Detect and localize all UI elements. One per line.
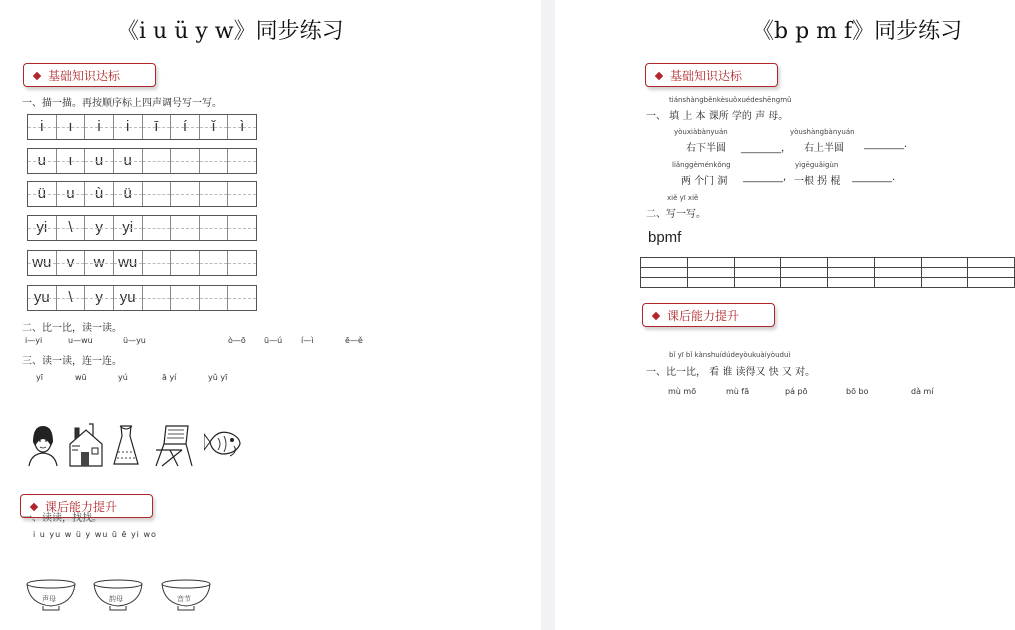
right-section-basic-badge: [645, 63, 778, 87]
bowl-label: 韵母: [109, 595, 123, 603]
grid-cell: u: [28, 149, 57, 173]
bowl-label: 声母: [42, 595, 56, 603]
grid-cell: [200, 286, 229, 310]
writing-table: [640, 257, 1015, 288]
grid-cell: wu: [114, 251, 143, 275]
grid-cell: ı: [57, 115, 86, 139]
grid-cell: ǐ: [200, 115, 229, 139]
left-section-basic-label: 基础知识达标: [48, 69, 121, 83]
compare-pair: ü—yu: [123, 336, 146, 345]
grid-cell: [143, 286, 172, 310]
match-word: yú: [118, 373, 128, 382]
compare-pair: dà mí: [911, 387, 934, 396]
right-q2: 二、写一写。: [646, 209, 706, 220]
match-word: yǔ yī: [208, 373, 228, 382]
left-q1: 一、描一描。再按顺序标上四声调号写一写。: [22, 98, 222, 109]
compare-pair: i—yi: [25, 336, 43, 345]
grid-cell: \: [57, 216, 86, 240]
bowl-shengmu: [25, 578, 77, 616]
answer-blank[interactable]: ________,: [743, 172, 787, 183]
grid-cell: ì: [228, 115, 256, 139]
grid-cell: i: [28, 115, 57, 139]
grid-cell: yi: [114, 216, 143, 240]
match-word: yī: [36, 373, 43, 382]
bowl-label: 音节: [177, 595, 191, 603]
table-row: [641, 258, 1015, 268]
grid-cell: ī: [143, 115, 172, 139]
writing-grid-row: [27, 181, 257, 207]
compare-pair: í—ì: [301, 336, 314, 345]
left-title: 《i u ü y w》同步练习: [117, 19, 344, 44]
write-letters: bpmf: [648, 229, 682, 246]
left-q3: 三、读一读，连一连。: [22, 356, 122, 367]
question-item: 两 个门 洞: [681, 176, 728, 187]
grid-cell: wu: [28, 251, 57, 275]
grid-cell: v: [57, 251, 86, 275]
answer-blank[interactable]: ________，: [741, 143, 791, 154]
answer-blank[interactable]: ________.: [864, 139, 908, 150]
compare-pair: ē—ě: [345, 336, 363, 345]
pinyin-line: yòuxiàbànyuán: [674, 128, 728, 136]
diamond-icon: [655, 72, 663, 80]
grid-cell: [171, 286, 200, 310]
right-section-advanced-label: 课后能力提升: [667, 309, 740, 323]
left-section-basic-badge: [23, 63, 156, 87]
right-worksheet-page: [555, 0, 1015, 630]
table-row: [641, 278, 1015, 288]
compare-pair: ò—ō: [228, 336, 246, 345]
grid-cell: [228, 149, 256, 173]
find-letters: i u yu w ü y wu ū ē yi wo: [33, 530, 157, 539]
fish-picture: [204, 422, 246, 462]
right-section-basic-label: 基础知识达标: [670, 69, 743, 83]
pinyin-line: yìgēguǎigùn: [795, 161, 839, 169]
grid-cell: y: [85, 216, 114, 240]
diamond-icon: [652, 312, 660, 320]
compare-pair: pá pō: [785, 387, 808, 396]
grid-cell: [200, 251, 229, 275]
left-q4: 一、读读，找找。: [22, 513, 102, 524]
right-section-advanced-badge: [642, 303, 775, 327]
grid-cell: [228, 216, 256, 240]
pinyin-line: yòushàngbànyuán: [790, 128, 855, 136]
pinyin-line: bǐ yī bǐ kànshuídúdeyòukuàiyòuduì: [669, 351, 791, 359]
grid-cell: y: [85, 286, 114, 310]
house-picture: [67, 422, 105, 468]
grid-cell: ι: [57, 149, 86, 173]
writing-grid-row: [27, 114, 257, 140]
grid-cell: [143, 251, 172, 275]
grid-cell: [143, 216, 172, 240]
writing-grid-row: [27, 215, 257, 241]
grid-cell: ù: [85, 182, 114, 206]
grid-cell: [143, 182, 172, 206]
grid-cell: u: [85, 149, 114, 173]
chair-picture: [152, 422, 196, 468]
match-word: ā yí: [162, 373, 177, 382]
grid-cell: i: [114, 115, 143, 139]
question-item: 一根 拐 棍: [794, 176, 841, 187]
grid-cell: [228, 286, 256, 310]
pinyin-line: liǎnggèménkǒng: [672, 161, 731, 169]
grid-cell: [200, 216, 229, 240]
grid-cell: w: [85, 251, 114, 275]
grid-cell: ü: [114, 182, 143, 206]
table-row: [641, 268, 1015, 278]
grid-cell: [171, 216, 200, 240]
grid-cell: [228, 251, 256, 275]
grid-cell: í: [171, 115, 200, 139]
grid-cell: [143, 149, 172, 173]
grid-cell: [200, 149, 229, 173]
answer-blank[interactable]: ________.: [852, 172, 896, 183]
grid-cell: ü: [28, 182, 57, 206]
bowl-yunmu: [92, 578, 144, 616]
grid-cell: yu: [114, 286, 143, 310]
grid-cell: [200, 182, 229, 206]
compare-pair: ū—ú: [264, 336, 283, 345]
pinyin-line: tiánshàngběnkèsuǒxuédeshēngmǔ: [669, 96, 792, 104]
right-q3: 一、比一比， 看 谁 读得又 快 又 对。: [646, 367, 816, 378]
grid-cell: \: [57, 286, 86, 310]
grid-cell: [171, 149, 200, 173]
diamond-icon: [33, 72, 41, 80]
right-q1: 一、 填 上 本 课所 学的 声 母。: [646, 111, 789, 122]
writing-grid-row: [27, 250, 257, 276]
grid-cell: [171, 251, 200, 275]
girl-picture: [25, 422, 61, 468]
pinyin-line: xiě yī xiě: [667, 194, 699, 202]
compare-pair: mù fā: [726, 387, 750, 396]
left-q2: 二、比一比，读一读。: [22, 323, 122, 334]
question-item: 右下半圆: [686, 143, 726, 154]
grid-cell: u: [57, 182, 86, 206]
question-item: 右上半圆: [804, 143, 844, 154]
compare-pair: bō bo: [846, 387, 869, 396]
grid-cell: [171, 182, 200, 206]
grid-cell: u: [114, 149, 143, 173]
compare-pair: u—wu: [68, 336, 93, 345]
writing-grid-row: [27, 285, 257, 311]
grid-cell: i: [85, 115, 114, 139]
writing-grid-row: [27, 148, 257, 174]
compare-pair: mù mō: [668, 387, 697, 396]
grid-cell: [228, 182, 256, 206]
dress-picture: [108, 422, 144, 468]
right-title: 《b p m f》同步练习: [752, 19, 963, 44]
grid-cell: yu: [28, 286, 57, 310]
match-word: wū: [75, 373, 87, 382]
left-section-advanced-label: 课后能力提升: [45, 500, 118, 514]
bowl-yinjie: [160, 578, 212, 616]
grid-cell: yi: [28, 216, 57, 240]
